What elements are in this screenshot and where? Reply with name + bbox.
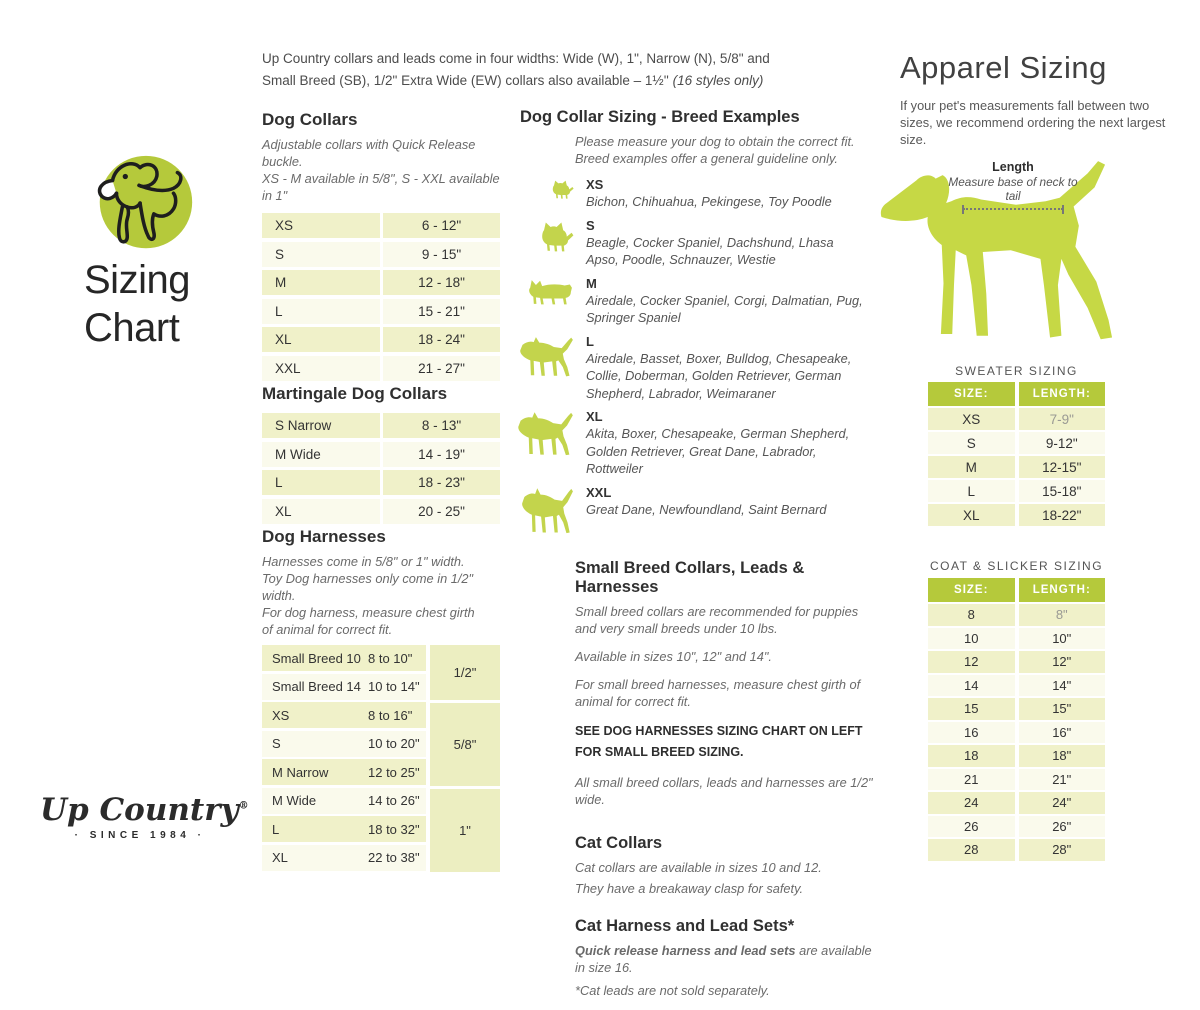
width-group-five-eighths: 5/8" — [430, 703, 500, 786]
breed-item-s — [520, 218, 888, 269]
dog-l-icon — [520, 334, 586, 403]
table-row — [262, 731, 426, 757]
table-row — [928, 839, 1105, 861]
size-cell: 21 — [928, 769, 1015, 791]
small-breed-p3: For small breed harnesses, measure chest girth of animal for correct fit. — [575, 676, 861, 709]
range-cell: 18 to 32" — [368, 821, 420, 837]
breed-text — [586, 276, 866, 327]
range-cell: 18 - 24" — [383, 327, 500, 352]
dog-xl-icon — [520, 409, 586, 478]
size-cell: 28 — [928, 839, 1015, 861]
cat-collars-p1: Cat collars are available in sizes 10 and 12. — [575, 859, 822, 875]
breed-text — [586, 485, 826, 535]
breed-list: Bichon, Chihuahua, Pekingese, Toy Poodle — [586, 194, 832, 209]
range-cell: 21 - 27" — [383, 356, 500, 381]
sweater-sizing-table — [928, 382, 1105, 528]
breed-item-l — [520, 334, 888, 403]
intro-line-2: Small Breed (SB), 1/2" Extra Wide (EW) collars also available – 1½'' (16 styles only) — [262, 72, 764, 88]
page-title — [84, 256, 190, 352]
length-cell: 15" — [1019, 698, 1106, 720]
dog-harnesses-table — [262, 645, 500, 871]
coat-rows — [928, 604, 1105, 861]
size-cell: 10 — [928, 628, 1015, 650]
dog-collars-note1: Adjustable collars with Quick Release buckle. — [262, 137, 476, 169]
table-row — [928, 698, 1105, 720]
coat-slicker-sizing-table — [928, 578, 1105, 863]
table-row — [262, 299, 500, 324]
size-cell: Small Breed 10 — [272, 650, 361, 666]
size-cell: M — [928, 456, 1015, 478]
apparel-sizing-title: Apparel Sizing — [900, 50, 1107, 85]
size-cell: L — [928, 480, 1015, 502]
harness-rows — [262, 645, 426, 871]
breed-size-label: L — [586, 333, 594, 349]
since-tagline: · SINCE 1984 · — [74, 830, 206, 841]
table-row — [262, 242, 500, 267]
table-row — [928, 651, 1105, 673]
dog-xs-icon — [520, 177, 586, 211]
size-cell: XL — [262, 499, 380, 524]
table-row — [262, 356, 500, 381]
length-cell: 18" — [1019, 745, 1106, 767]
dog-collars-note2: XS - M available in 5/8", S - XXL available in 1" — [262, 171, 500, 203]
length-cell: 28" — [1019, 839, 1106, 861]
table-row — [262, 442, 500, 467]
small-breed-p4: All small breed collars, leads and harnesses are 1/2" wide. — [575, 774, 873, 807]
dog-s-icon — [520, 218, 586, 269]
size-cell: S — [272, 736, 281, 751]
up-country-logo — [40, 792, 249, 841]
size-cell: M — [262, 270, 380, 295]
table-row — [928, 816, 1105, 838]
coat-sizing-caption: COAT & SLICKER SIZING — [929, 559, 1104, 573]
dog-xxl-icon — [520, 485, 586, 535]
breed-item-xs — [520, 177, 888, 211]
cat-collars-p2: They have a breakaway clasp for safety. — [575, 880, 804, 896]
length-cell: 18-22" — [1019, 504, 1106, 526]
table-row — [262, 413, 500, 438]
size-header: SIZE: — [928, 382, 1015, 406]
length-cell: 14" — [1019, 675, 1106, 697]
dog-m-icon — [520, 276, 586, 327]
size-cell: M Wide — [272, 793, 317, 808]
table-row — [262, 674, 426, 700]
dog-harnesses-title: Dog Harnesses — [262, 527, 386, 546]
range-cell: 22 to 38" — [368, 850, 420, 865]
range-cell: 12 - 18" — [383, 270, 500, 295]
breed-size-label: S — [586, 217, 595, 233]
table-row — [928, 769, 1105, 791]
cat-harness-section — [575, 917, 888, 999]
intro-styles-note: (16 styles only) — [672, 72, 764, 88]
table-row — [262, 759, 426, 785]
range-cell: 18 - 23" — [383, 470, 500, 495]
length-cell: 7-9" — [1019, 408, 1106, 430]
small-breed-callout — [575, 721, 888, 763]
size-cell: XXL — [262, 356, 380, 381]
harness-note3: For dog harness, measure chest girth of animal for correct fit. — [262, 605, 475, 637]
breed-note2: Breed examples offer a general guideline only. — [575, 151, 838, 166]
size-cell: S — [262, 242, 380, 267]
breed-size-label: XXL — [586, 484, 612, 500]
breed-item-m — [520, 276, 888, 327]
range-cell: 10 to 14" — [368, 679, 420, 694]
cat-harness-bold: Quick release harness and lead sets — [575, 942, 796, 958]
table-row — [928, 722, 1105, 744]
breed-examples-list — [520, 177, 888, 535]
size-cell: XL — [928, 504, 1015, 526]
page-title-line1: Sizing — [84, 258, 190, 302]
table-row — [262, 499, 500, 524]
measurement-line — [963, 208, 1063, 210]
breed-item-xxl — [520, 485, 888, 535]
up-country-wordmark: Up Country® — [40, 792, 249, 828]
table-row — [928, 504, 1105, 526]
breed-list: Airedale, Cocker Spaniel, Corgi, Dalmatian, Pug, Springer Spaniel — [586, 292, 863, 325]
table-header — [928, 382, 1105, 406]
size-cell: L — [262, 470, 380, 495]
table-row — [262, 470, 500, 495]
size-cell: XS — [928, 408, 1015, 430]
breed-text — [586, 409, 866, 478]
range-cell: 6 - 12" — [383, 213, 500, 238]
table-row — [928, 675, 1105, 697]
callout-line2: FOR SMALL BREED SIZING. — [575, 744, 744, 759]
length-cell: 12-15" — [1019, 456, 1106, 478]
table-row — [928, 792, 1105, 814]
harness-note2: Toy Dog harnesses only come in 1/2" width. — [262, 571, 474, 603]
size-cell: M Wide — [262, 442, 380, 467]
size-header: SIZE: — [928, 578, 1015, 602]
size-cell: M Narrow — [272, 764, 329, 780]
table-row — [928, 432, 1105, 454]
table-row — [262, 702, 426, 728]
table-row — [928, 456, 1105, 478]
collar-tables-column — [262, 110, 500, 873]
breed-note1: Please measure your dog to obtain the correct fit. — [575, 134, 855, 149]
length-cell: 9-12" — [1019, 432, 1106, 454]
cat-harness-p1: Quick release harness and lead sets are available in size 16. — [575, 942, 872, 975]
breed-list: Airedale, Basset, Boxer, Bulldog, Chesapeake, Collie, Doberman, Golden Retriever, German Shepherd, Labrador, Weimaraner — [586, 350, 852, 401]
table-row — [262, 645, 426, 671]
registered-mark: ® — [238, 800, 249, 812]
size-cell: 16 — [928, 722, 1015, 744]
small-breed-p1: Small breed collars are recommended for puppies and very small breeds under 10 lbs. — [575, 603, 859, 636]
length-cell: 12" — [1019, 651, 1106, 673]
breed-size-label: M — [586, 275, 597, 291]
table-row — [928, 745, 1105, 767]
table-row — [262, 213, 500, 238]
range-cell: 14 to 26" — [368, 793, 420, 808]
size-cell: S — [928, 432, 1015, 454]
table-row — [262, 845, 426, 871]
size-cell: 12 — [928, 651, 1015, 673]
breed-item-xl — [520, 409, 888, 478]
table-row — [928, 604, 1105, 626]
size-cell: L — [262, 299, 380, 324]
apparel-sizing-note: If your pet's measurements fall between two sizes, we recommend ordering the next largest size. — [900, 98, 1166, 147]
size-cell: XS — [272, 707, 290, 723]
cat-harness-note: *Cat leads are not sold separately. — [575, 982, 770, 998]
length-cell: 16" — [1019, 722, 1106, 744]
table-row — [262, 270, 500, 295]
breed-list: Akita, Boxer, Chesapeake, German Shepherd, Golden Retriever, Great Dane, Labrador, Rottweiler — [586, 426, 850, 476]
sweater-rows — [928, 408, 1105, 526]
breed-text — [586, 334, 866, 403]
size-cell: 15 — [928, 698, 1015, 720]
dog-collars-table — [262, 213, 500, 381]
breed-size-label: XS — [586, 177, 604, 192]
length-note: Measure base of neck to tail — [948, 175, 1078, 203]
size-cell: 26 — [928, 816, 1015, 838]
table-row — [928, 408, 1105, 430]
size-cell: Small Breed 14 — [272, 679, 361, 694]
range-cell: 14 - 19" — [383, 442, 500, 467]
small-breed-p2: Available in sizes 10", 12" and 14". — [575, 648, 772, 664]
range-cell: 12 to 25" — [368, 764, 420, 780]
sweater-sizing-caption: SWEATER SIZING — [955, 364, 1078, 378]
dog-logo-icon — [78, 148, 208, 266]
length-cell: 10" — [1019, 628, 1106, 650]
length-header: LENGTH: — [1019, 382, 1106, 406]
page-title-line2: Chart — [84, 306, 180, 350]
intro-line-1: Up Country collars and leads come in four widths: Wide (W), 1", Narrow (N), 5/8" and — [262, 51, 770, 66]
range-cell: 20 - 25" — [383, 499, 500, 524]
table-row — [262, 816, 426, 842]
small-breed-section — [575, 559, 888, 808]
size-cell: 18 — [928, 745, 1015, 767]
size-cell: XS — [262, 213, 380, 238]
breed-examples-column — [520, 108, 888, 1010]
length-cell: 21" — [1019, 769, 1106, 791]
length-cell: 26" — [1019, 816, 1106, 838]
dog-collars-title: Dog Collars — [262, 110, 358, 129]
table-row — [262, 327, 500, 352]
table-row — [262, 788, 426, 814]
length-annotation — [938, 160, 1088, 210]
size-cell: 14 — [928, 675, 1015, 697]
range-cell: 9 - 15" — [383, 242, 500, 267]
size-cell: 8 — [928, 604, 1015, 626]
length-cell: 15-18" — [1019, 480, 1106, 502]
table-header — [928, 578, 1105, 602]
harness-note1: Harnesses come in 5/8" or 1" width. — [262, 554, 465, 569]
cat-collars-section — [575, 834, 888, 897]
breed-examples-title: Dog Collar Sizing - Breed Examples — [520, 108, 800, 126]
callout-line1: SEE DOG HARNESSES SIZING CHART ON LEFT — [575, 723, 863, 738]
cat-harness-title: Cat Harness and Lead Sets* — [575, 916, 795, 935]
intro-text — [262, 48, 862, 91]
size-cell: XL — [262, 327, 380, 352]
length-header: LENGTH: — [1019, 578, 1106, 602]
small-breed-title: Small Breed Collars, Leads & Harnesses — [575, 558, 805, 596]
width-group-half-inch: 1/2" — [430, 645, 500, 700]
width-group-one-inch: 1" — [430, 789, 500, 872]
range-cell: 8 - 13" — [383, 413, 500, 438]
table-row — [928, 628, 1105, 650]
cat-collars-title: Cat Collars — [575, 833, 663, 852]
breed-size-label: XL — [586, 409, 603, 424]
martingale-table — [262, 413, 500, 524]
size-cell: L — [272, 821, 280, 837]
range-cell: 8 to 10" — [368, 650, 413, 666]
size-cell: XL — [272, 850, 288, 865]
breed-list: Beagle, Cocker Spaniel, Dachshund, Lhasa Apso, Poodle, Schnauzer, Westie — [586, 234, 834, 267]
length-cell: 24" — [1019, 792, 1106, 814]
table-row — [928, 480, 1105, 502]
breed-text — [586, 177, 832, 211]
breed-text — [586, 218, 866, 269]
harness-width-column — [430, 645, 500, 875]
length-label: Length — [992, 160, 1034, 174]
range-cell: 10 to 20" — [368, 736, 420, 751]
range-cell: 8 to 16" — [368, 707, 413, 723]
size-cell: 24 — [928, 792, 1015, 814]
length-cell: 8" — [1019, 604, 1106, 626]
breed-list: Great Dane, Newfoundland, Saint Bernard — [586, 501, 827, 517]
range-cell: 15 - 21" — [383, 299, 500, 324]
martingale-title: Martingale Dog Collars — [262, 384, 448, 403]
size-cell: S Narrow — [262, 413, 380, 438]
